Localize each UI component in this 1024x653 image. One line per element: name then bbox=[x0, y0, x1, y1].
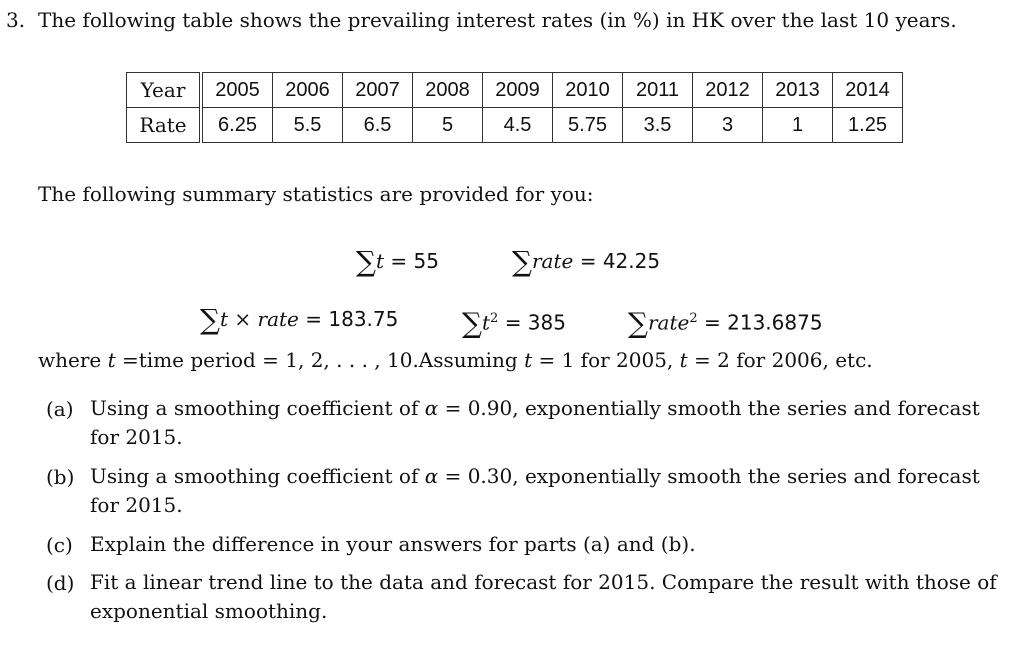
stat-sum-t-times-rate bbox=[200, 303, 399, 336]
part-text: Fit a linear trend line to the data and forecast for 2015. Compare the result with those of exponential smoothing. bbox=[90, 570, 997, 623]
var-t: t bbox=[220, 307, 229, 331]
value: = 183.75 bbox=[305, 307, 399, 331]
part-label: (c) bbox=[46, 533, 73, 557]
var-rate: rate bbox=[257, 307, 299, 331]
rate-header: Rate bbox=[127, 108, 202, 143]
year-row bbox=[127, 73, 903, 108]
year-cell: 2008 bbox=[413, 73, 483, 108]
rate-cell: 3 bbox=[693, 108, 763, 143]
part-text bbox=[90, 462, 1000, 520]
rate-cell: 5.75 bbox=[553, 108, 623, 143]
part-text-after: = 0.30, exponentially smooth the series and forecast for 2015. bbox=[90, 464, 980, 517]
where-line bbox=[38, 348, 873, 372]
rate-cell: 6.25 bbox=[201, 108, 273, 143]
year-cell: 2010 bbox=[553, 73, 623, 108]
year-cell: 2011 bbox=[623, 73, 693, 108]
question-intro: The following table shows the prevailing interest rates (in %) in HK over the last 10 years. bbox=[38, 8, 957, 32]
rate-cell: 4.5 bbox=[483, 108, 553, 143]
value: = 213.6875 bbox=[704, 310, 823, 335]
part-text-before: Using a smoothing coefficient of bbox=[90, 396, 425, 420]
part-text: Explain the difference in your answers for parts (a) and (b). bbox=[90, 532, 696, 556]
part-label: (d) bbox=[46, 571, 75, 595]
year-cell: 2014 bbox=[833, 73, 903, 108]
interest-rate-table bbox=[126, 72, 903, 143]
alpha-symbol: α bbox=[424, 464, 439, 488]
value: = 385 bbox=[504, 310, 566, 335]
where-text-2: = 1 for 2005, bbox=[532, 348, 680, 372]
part-text-before: Using a smoothing coefficient of bbox=[90, 464, 425, 488]
part-label: (b) bbox=[46, 465, 75, 489]
year-cell: 2007 bbox=[343, 73, 413, 108]
rate-cell: 5.5 bbox=[273, 108, 343, 143]
part-label: (a) bbox=[46, 397, 74, 421]
sigma-symbol: ∑ bbox=[200, 303, 220, 336]
var-t: t bbox=[482, 310, 491, 335]
stat-sum-t bbox=[356, 245, 439, 278]
part-text-after: = 0.90, exponentially smooth the series and forecast for 2015. bbox=[90, 396, 980, 449]
var-t: t bbox=[679, 348, 688, 372]
var-rate: rate bbox=[648, 310, 690, 335]
rate-cell: 3.5 bbox=[623, 108, 693, 143]
rate-cell: 6.5 bbox=[343, 108, 413, 143]
year-cell: 2009 bbox=[483, 73, 553, 108]
year-header: Year bbox=[127, 73, 202, 108]
rate-cell: 5 bbox=[413, 108, 483, 143]
year-cell: 2012 bbox=[693, 73, 763, 108]
times-symbol: × bbox=[234, 307, 252, 331]
question-number: 3. bbox=[6, 8, 26, 32]
rate-cell: 1 bbox=[763, 108, 833, 143]
sigma-symbol: ∑ bbox=[512, 245, 532, 278]
year-cell: 2005 bbox=[201, 73, 273, 108]
rate-row bbox=[127, 108, 903, 143]
var-rate: rate bbox=[532, 249, 574, 273]
where-text: =time period = 1, 2, . . . , 10.Assuming bbox=[115, 348, 525, 372]
exponent: 2 bbox=[689, 311, 698, 326]
value: = 42.25 bbox=[579, 249, 661, 273]
summary-intro: The following summary statistics are provided for you: bbox=[38, 182, 594, 206]
sigma-symbol: ∑ bbox=[462, 306, 482, 340]
var-t: t bbox=[524, 348, 533, 372]
where-prefix: where bbox=[38, 348, 108, 372]
var-t: t bbox=[376, 249, 385, 273]
exponent: 2 bbox=[490, 311, 499, 326]
value: = 55 bbox=[390, 249, 439, 273]
where-text-3: = 2 for 2006, etc. bbox=[687, 348, 873, 372]
alpha-symbol: α bbox=[424, 396, 439, 420]
year-cell: 2006 bbox=[273, 73, 343, 108]
stat-sum-rate-squared bbox=[628, 306, 823, 340]
year-cell: 2013 bbox=[763, 73, 833, 108]
stat-sum-t-squared bbox=[462, 306, 566, 340]
rate-cell: 1.25 bbox=[833, 108, 903, 143]
sigma-symbol: ∑ bbox=[356, 245, 376, 278]
sigma-symbol: ∑ bbox=[628, 306, 648, 340]
var-t: t bbox=[107, 348, 116, 372]
part-text bbox=[90, 394, 1000, 452]
stat-sum-rate bbox=[512, 245, 661, 278]
